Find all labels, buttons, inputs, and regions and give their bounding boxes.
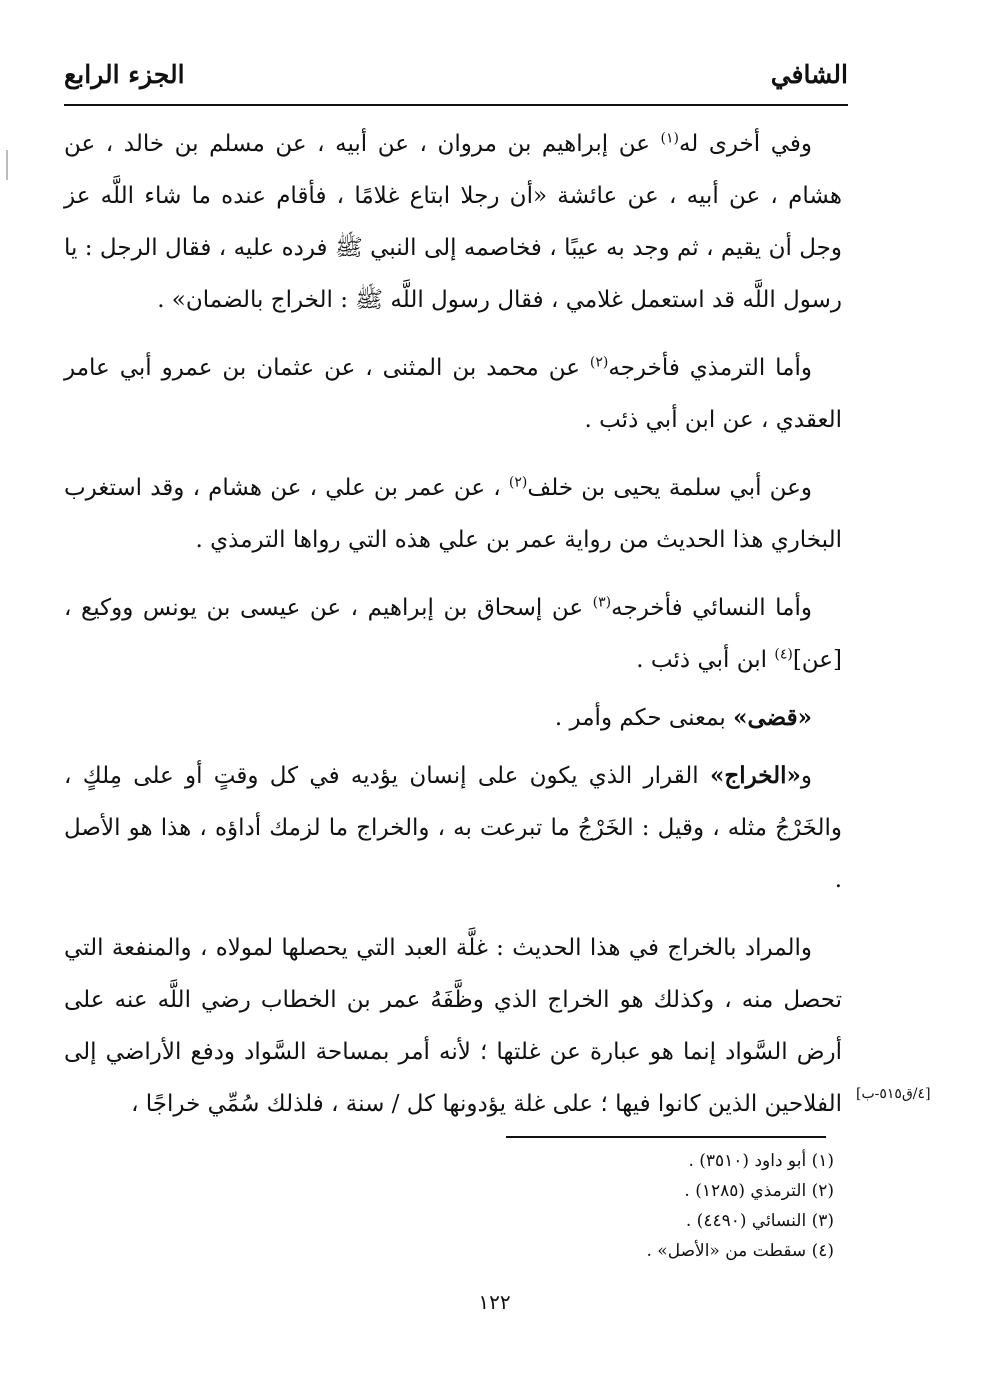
paragraph [64,692,842,744]
manuscript-folio-note: [٤/ق٥١٥-ب] [856,1086,931,1102]
footnotes [420,1146,834,1266]
footnote: (١) أبو داود (٣٥١٠) . [688,1151,834,1171]
paragraph [64,922,842,1130]
volume-label: الجزء الرابع [64,60,185,89]
paragraph [64,750,842,906]
defined-term: «الخراج» [709,762,801,789]
text-run: ، عن عمر بن علي ، عن هشام ، وقد استغرب البخاري هذا الحديث من رواية عمر بن علي هذه التي رواها الترمذي . [64,475,842,553]
footnote: (٤) سقطت من «الأصل» . [646,1241,834,1261]
main-text [64,118,842,1146]
defined-term: «قضى» [733,704,812,731]
footnote-ref: (١) [660,130,679,147]
footnote: (٢) الترمذي (١٢٨٥) . [684,1181,834,1201]
scan-edge-mark [6,150,8,180]
header-divider [64,104,848,106]
footnote: (٣) النسائي (٤٤٩٠) . [685,1211,834,1231]
footnote-divider [506,1136,826,1138]
text-run: القرار الذي يكون على إنسان يؤديه في كل وقتٍ أو على مِلكٍ ، والخَرْجُ مثله ، وقيل : الخَرْجُ ما تبرعت به ، والخراج ما لزمك أداؤه ، هذا هو الأصل . [64,763,842,893]
page-header [64,60,848,96]
text-run: وعن أبي سلمة يحيى بن خلف [527,475,812,501]
footnote-ref: (٢) [589,354,609,371]
paragraph [64,582,842,686]
text-run: و [800,763,812,789]
footnote-ref: (٢) [508,474,528,491]
footnote-ref: (٤) [774,646,793,663]
text-run: وأما النسائي فأخرجه [611,595,812,621]
paragraph [64,342,842,446]
text-run: وفي أخرى له [678,131,812,157]
text-run: عن إبراهيم بن مروان ، عن أبيه ، عن مسلم بن خالد ، عن هشام ، عن أبيه ، عن عائشة «أن رجلا ابتاع غلامًا ، فأقام عنده ما شاء اللَّه عز وجل أن يقيم ، ثم وجد به عيبًا ، فخاصمه إلى النبي ﷺ فرده عليه ، فقال الرجل : يا رسول اللَّه قد استعمل غلامي ، فقال رسول اللَّه ﷺ : الخراج بالضمان» . [64,131,842,313]
paragraph [64,462,842,566]
footnote-ref: (٣) [592,594,612,611]
text-run: ابن أبي ذئب . [636,647,775,673]
page-number: ١٢٢ [478,1290,511,1314]
text-run: والمراد بالخراج في هذا الحديث : غلَّة العبد التي يحصلها لمولاه ، والمنفعة التي تحصل منه ، وكذلك هو الخراج الذي وظَّفَهُ عمر بن الخطاب رضي اللَّه عنه على أرض السَّواد إنما هو عبارة عن غلتها ؛ لأنه أمر بمساحة السَّواد ودفع الأراضي إلى الفلاحين الذين كانوا فيها ؛ على غلة يؤدونها كل / سنة ، فلذلك سُمِّي خراجًا ، [64,935,842,1117]
text-run: بمعنى حكم وأمر . [554,705,734,731]
text-run: عن محمد بن المثنى ، عن عثمان بن عمرو أبي عامر العقدي ، عن ابن أبي ذئب . [64,355,842,433]
book-title: الشافي [770,60,848,89]
text-run: عن إسحاق بن إبراهيم ، عن عيسى بن يونس ووكيع ، [عن] [64,595,842,673]
text-run: وأما الترمذي فأخرجه [608,355,812,381]
paragraph [64,118,842,326]
